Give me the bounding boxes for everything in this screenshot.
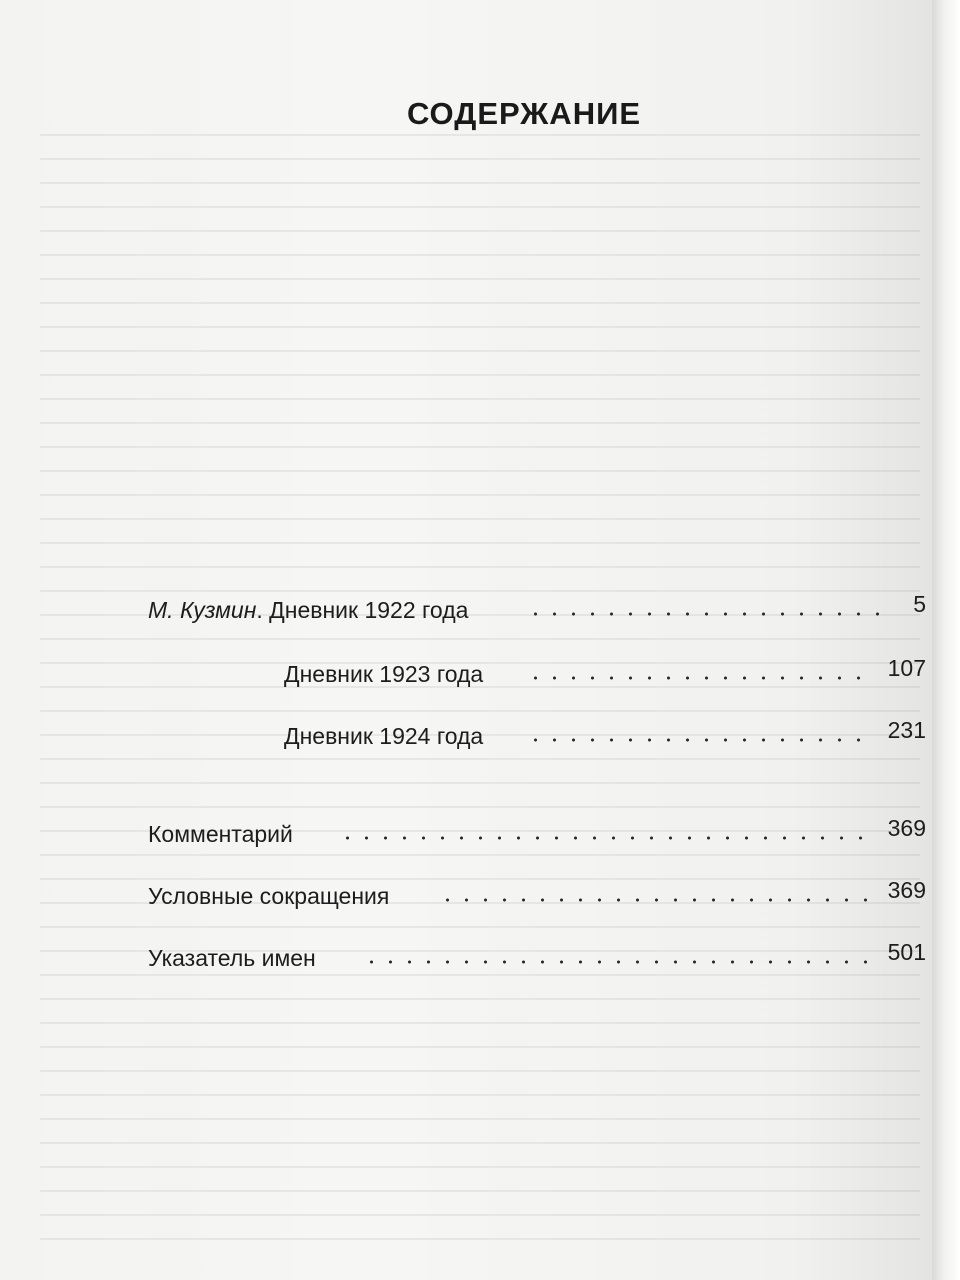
toc-entry-title-text: Условные сокращения [148,883,390,909]
toc-entry-title-text: Дневник 1924 года [284,723,484,749]
page-heading: СОДЕРЖАНИЕ [406,96,642,131]
toc-entry-page-number: 369 [887,815,926,841]
toc-entry-page-number: 501 [887,939,926,965]
toc-entry-page-number: 5 [913,591,926,617]
toc-entry-name-index [148,938,926,978]
toc-entry-title-text: Дневник 1922 года [269,597,469,623]
toc-entry-diary-1924 [284,716,926,756]
toc-entry-title-text: Комментарий [148,821,293,847]
toc-entry-author: М. Кузмин [148,597,257,623]
toc-entry-page-number: 231 [887,717,926,743]
toc-entry-separator: . [256,597,270,623]
page-edge-shadow [932,0,960,1280]
toc-entry-title [148,590,468,630]
toc-entry-page-number: 107 [887,655,926,681]
toc-entry-title-text: Указатель имен [148,945,316,971]
toc-entry-commentary [148,814,926,854]
leader-dots [438,898,878,902]
toc-entry-diary-1922 [148,590,926,630]
toc-entry-page-number: 369 [887,877,926,903]
leader-dots [526,676,874,680]
leader-dots [362,960,878,964]
toc-entry-title-text: Дневник 1923 года [284,661,484,687]
leader-dots [526,738,874,742]
toc-entry-diary-1923 [284,654,926,694]
toc-entry-abbreviations [148,876,926,916]
leader-dots [526,612,886,616]
leader-dots [338,836,874,840]
